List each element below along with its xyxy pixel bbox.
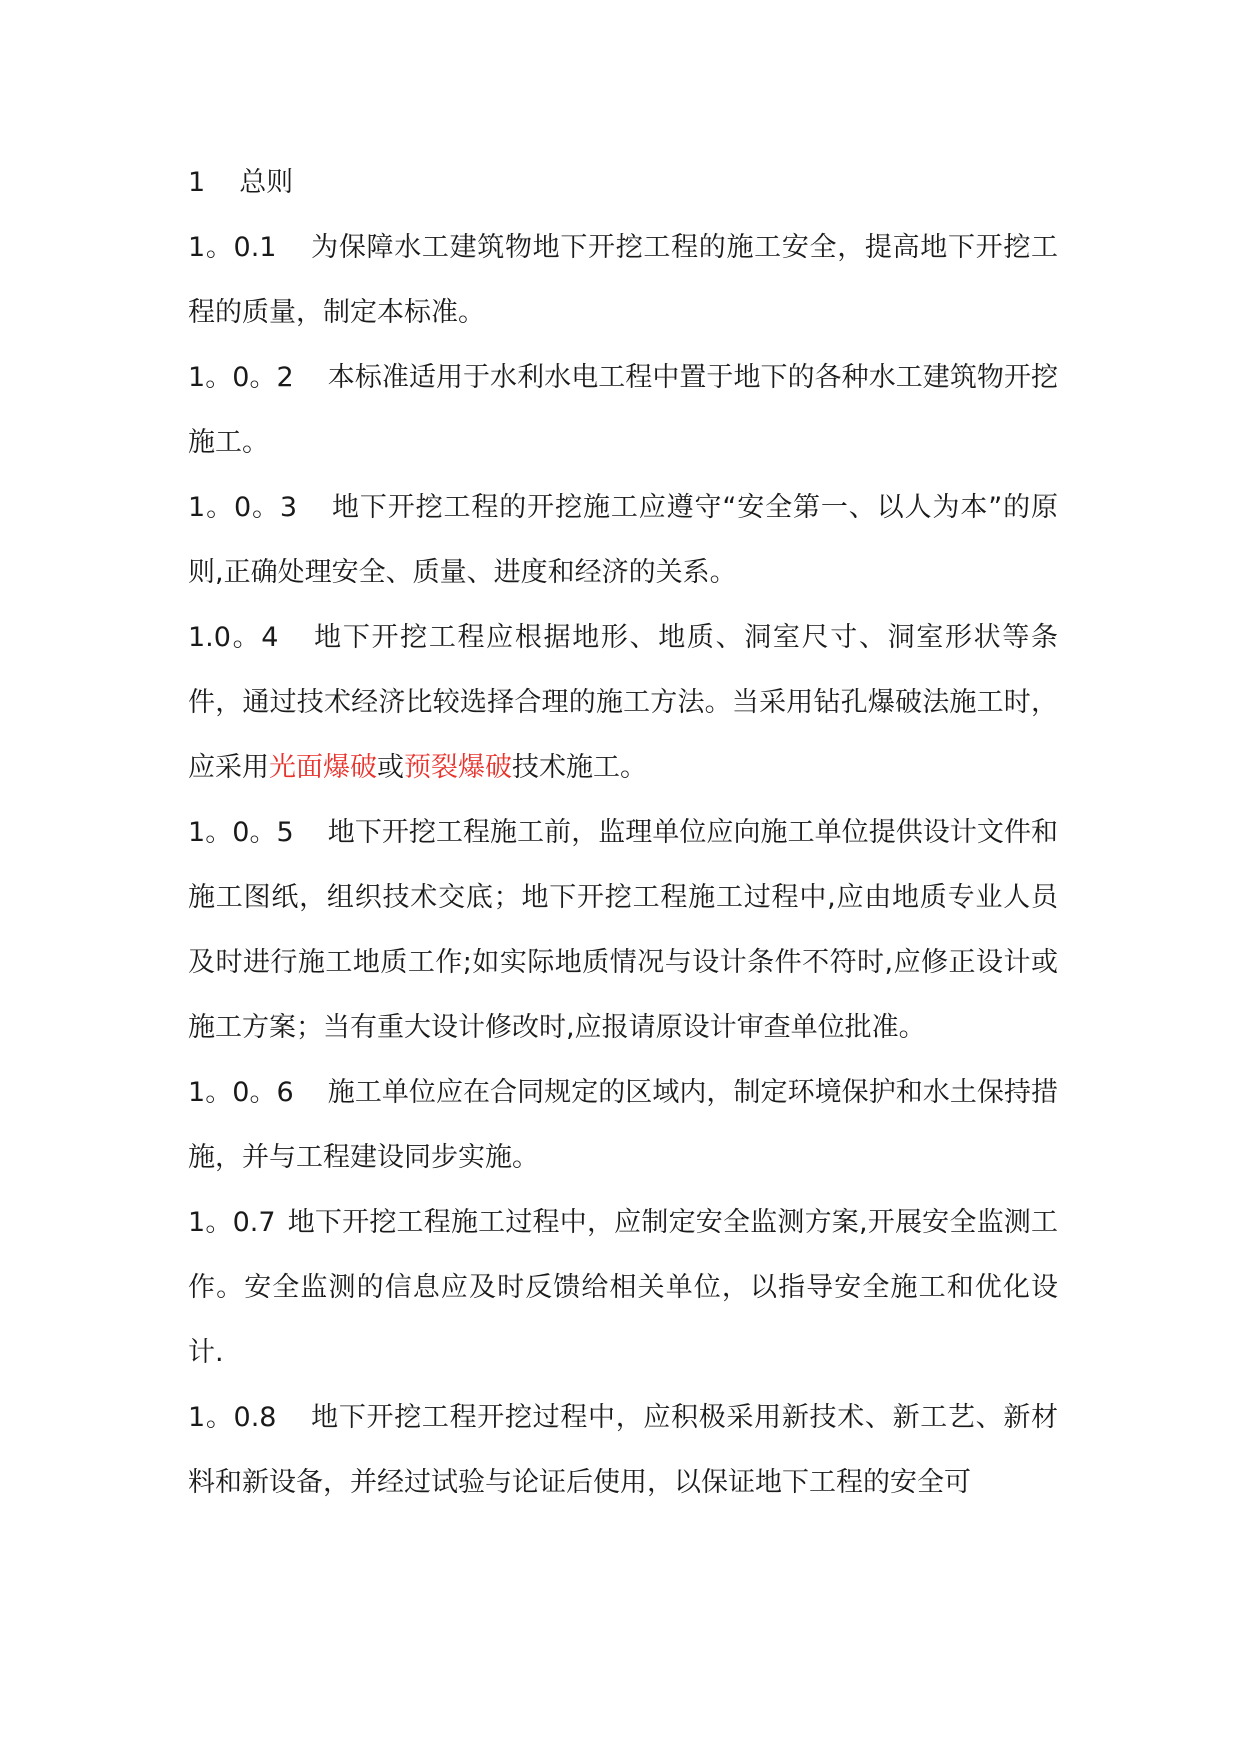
clause-number: 1。0。5 — [188, 817, 294, 848]
clause-1-0-8 — [188, 1385, 1058, 1515]
clause-1-0-4 — [188, 605, 1058, 800]
highlight-smooth-blasting: 光面爆破 — [269, 752, 377, 783]
section-title: 总则 — [239, 167, 294, 198]
document-body — [188, 150, 1058, 1515]
clause-number: 1。0.7 — [188, 1207, 276, 1238]
clause-text: 地下开挖工程开挖过程中，应积极采用新技术、新工艺、新材料和新设备，并经过试验与论证后使用，以保证地下工程的安全可 — [188, 1402, 1059, 1498]
clause-text: 地下开挖工程施工过程中，应制定安全监测方案,开展安全监测工作。安全监测的信息应及时反馈给相关单位，以指导安全施工和优化设计. — [188, 1207, 1058, 1368]
clause-number: 1。0。3 — [188, 492, 298, 523]
clause-1-0-7 — [188, 1190, 1058, 1385]
clause-text-after: 技术施工。 — [512, 752, 647, 783]
clause-text-before: 地下开挖工程应根据地形、地质、洞室尺寸、洞室形状等条件，通过技术经济比较选择合理的施工方法。当采用钻孔爆破法施工时，应采用 — [188, 622, 1058, 783]
clause-1-0-6 — [188, 1060, 1058, 1190]
clause-number: 1。0。6 — [188, 1077, 294, 1108]
section-heading — [188, 150, 1058, 215]
clause-number: 1。0。2 — [188, 362, 294, 393]
clause-text: 施工单位应在合同规定的区域内，制定环境保护和水土保持措施，并与工程建设同步实施。 — [188, 1077, 1058, 1173]
clause-text-middle: 或 — [377, 752, 404, 783]
clause-1-0-1 — [188, 215, 1058, 345]
clause-1-0-3 — [188, 475, 1058, 605]
clause-number: 1.0。4 — [188, 622, 279, 653]
clause-text: 本标准适用于水利水电工程中置于地下的各种水工建筑物开挖施工。 — [188, 362, 1058, 458]
clause-text: 为保障水工建筑物地下开挖工程的施工安全，提高地下开挖工程的质量，制定本标准。 — [188, 232, 1059, 328]
clause-number: 1。0.8 — [188, 1402, 277, 1433]
clause-number: 1。0.1 — [188, 232, 277, 263]
clause-1-0-5 — [188, 800, 1058, 1060]
clause-text: 地下开挖工程的开挖施工应遵守“安全第一、以人为本”的原则,正确处理安全、质量、进度和经济的关系。 — [188, 492, 1058, 588]
highlight-presplit-blasting: 预裂爆破 — [404, 752, 512, 783]
clause-text: 地下开挖工程施工前，监理单位应向施工单位提供设计文件和施工图纸，组织技术交底；地下开挖工程施工过程中,应由地质专业人员及时进行施工地质工作;如实际地质情况与设计条件不符时,应修正设计或施工方案；当有重大设计修改时,应报请原设计审查单位批准。 — [188, 817, 1058, 1043]
section-number: 1 — [188, 167, 206, 198]
clause-1-0-2 — [188, 345, 1058, 475]
